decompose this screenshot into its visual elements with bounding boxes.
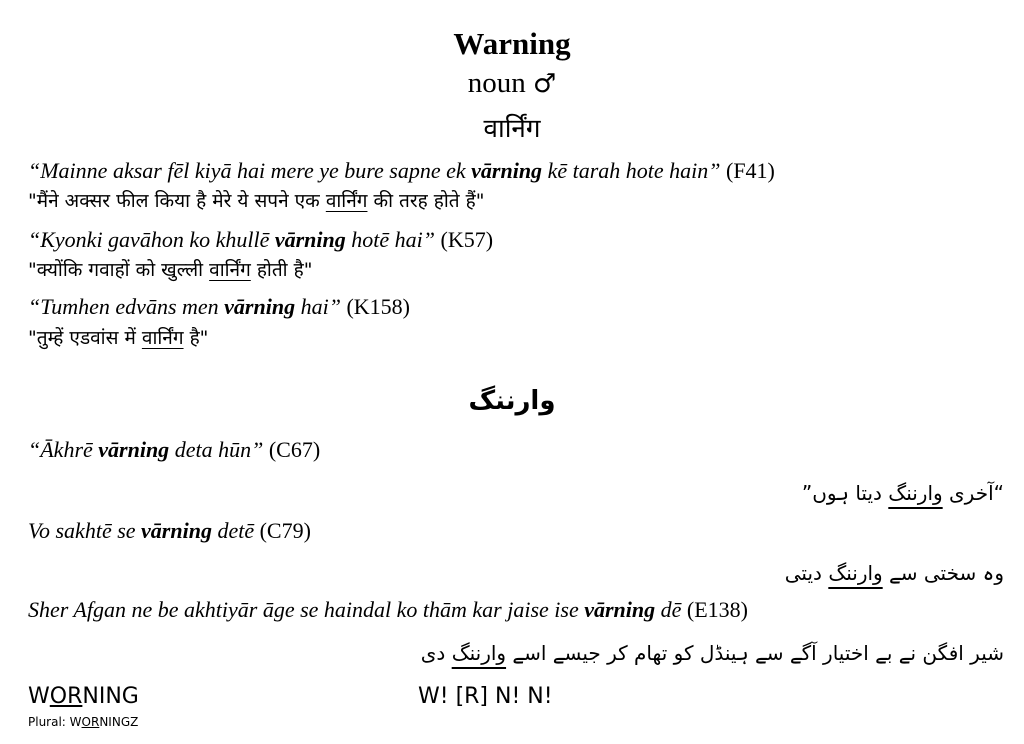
hindi-example-2-roman: “Kyonki gavāhon ko khullē vārning hotē hai” (K57) bbox=[28, 227, 494, 252]
pronunciation-guide: W! [R] N! N! bbox=[418, 684, 553, 709]
plural-spelling: Plural: WORNINGZ bbox=[28, 715, 139, 729]
headword: Warning bbox=[453, 26, 571, 61]
part-of-speech-label: noun bbox=[467, 67, 526, 99]
part-of-speech bbox=[0, 66, 1024, 101]
hindi-example-2-devanagari: "क्योंकि गवाहों को खुल्ली वार्निंग होती है" bbox=[28, 259, 313, 281]
urdu-example-1-roman: “Ākhrē vārning deta hūn” (C67) bbox=[28, 437, 321, 462]
hindi-example-3-devanagari: "तुम्हें एडवांस में वार्निंग है" bbox=[28, 327, 209, 349]
hindi-headword: वार्निंग bbox=[483, 114, 541, 144]
urdu-example-3-roman: Sher Afgan ne be akhtiyār āge se haindal ko thām kar jaise ise vārning dē (E138) bbox=[28, 597, 749, 622]
hindi-example-1-devanagari: "मैंने अक्सर फील किया है मेरे ये सपने एक वार्निंग की तरह होते हैं" bbox=[28, 190, 485, 212]
hindi-example-1-roman: “Mainne aksar fēl kiyā hai mere ye bure sapne ek vārning kē tarah hote hain” (F41) bbox=[28, 158, 775, 183]
hindi-example-3-roman: “Tumhen edvāns men vārning hai” (K158) bbox=[28, 294, 410, 319]
urdu-headword: وارننگ bbox=[468, 386, 556, 416]
urdu-example-3-urdu: شیر افگن نے بے اختیار آگے سے ہینڈل کو تھام کر جیسے اسے وارننگ دی bbox=[420, 641, 1004, 665]
urdu-example-2-roman: Vo sakhtē se vārning detē (C79) bbox=[28, 518, 311, 543]
urdu-example-1-urdu: “آخری وارننگ دیتا ہوں” bbox=[801, 481, 1004, 505]
male-gender-icon: ♂ bbox=[532, 69, 557, 99]
worning-spelling: WORNING bbox=[28, 684, 139, 709]
urdu-example-2-urdu: وہ سختی سے وارننگ دیتی bbox=[784, 561, 1004, 585]
